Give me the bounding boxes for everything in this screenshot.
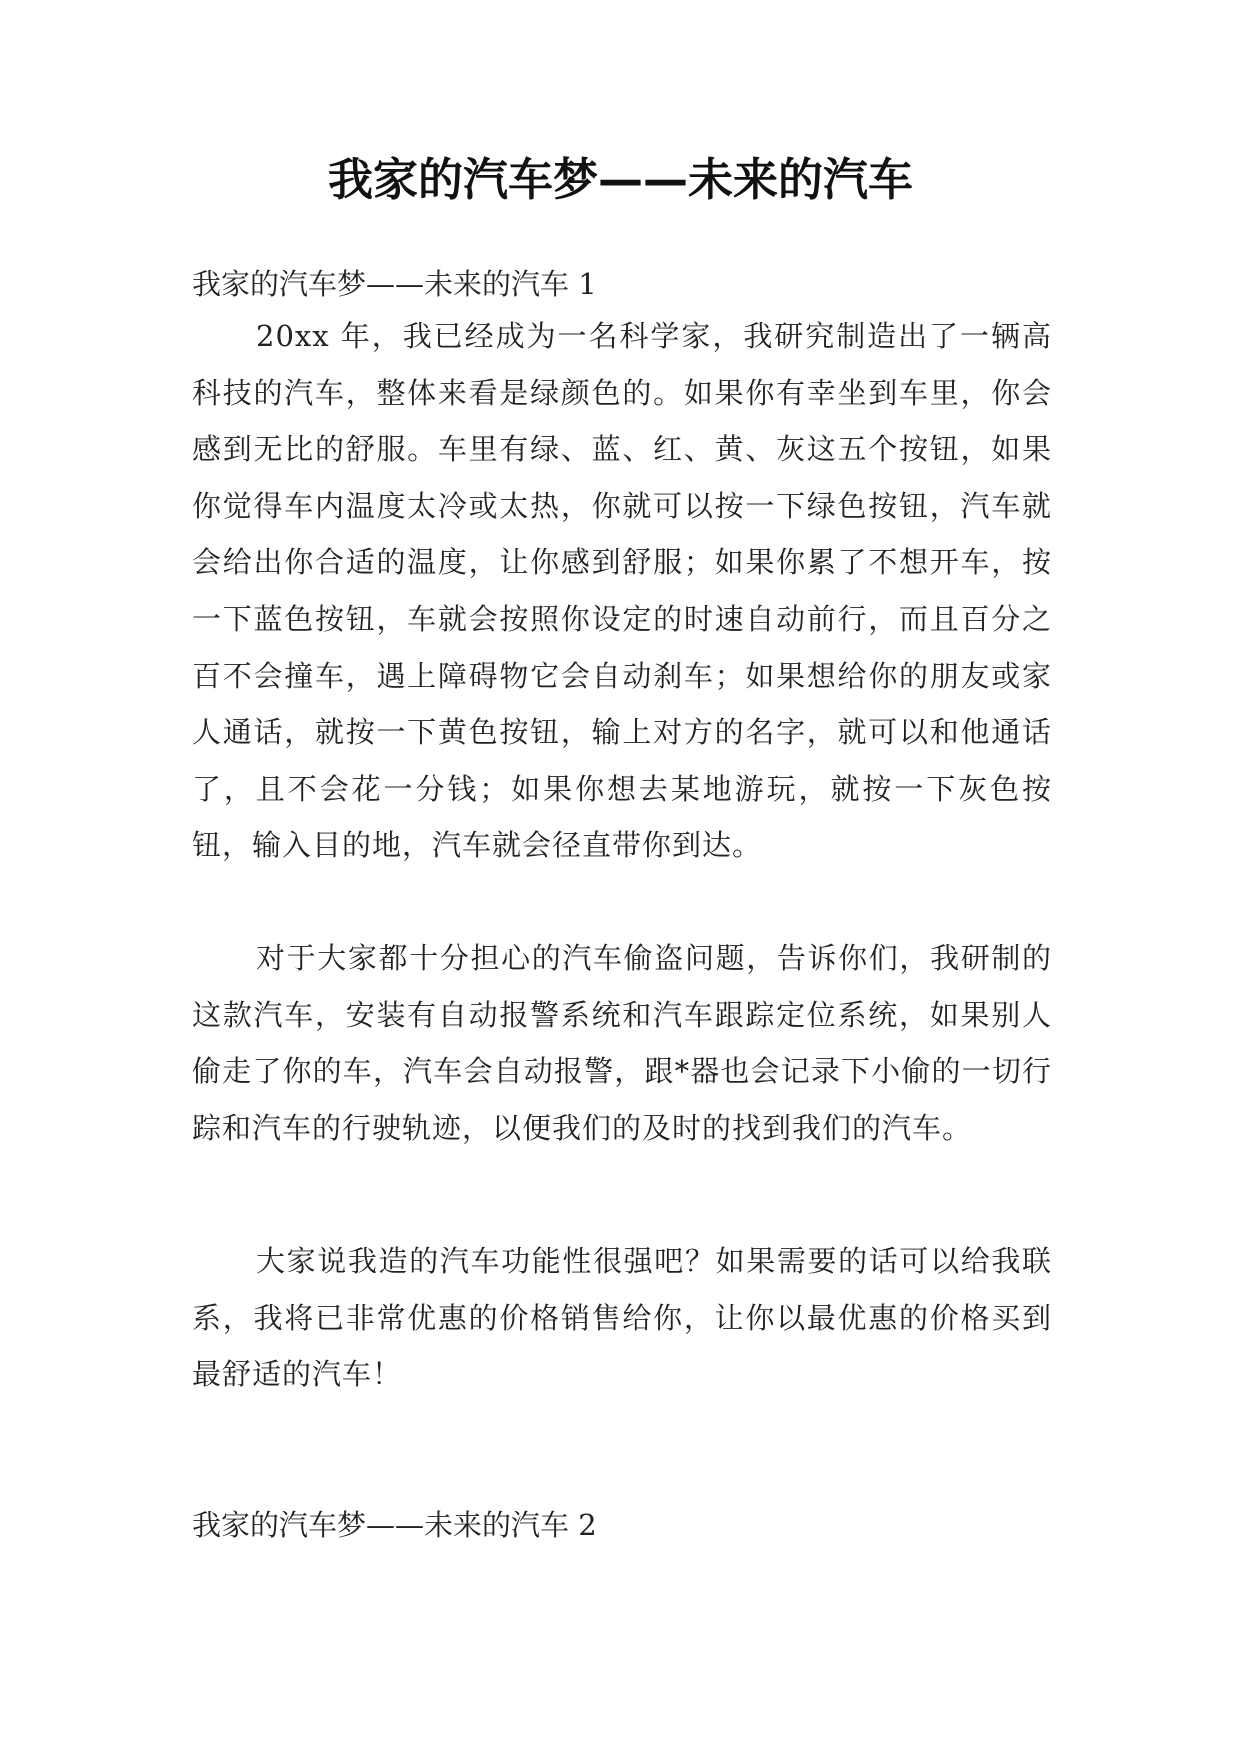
paragraph-3: 大家说我造的汽车功能性很强吧？如果需要的话可以给我联系，我将已非常优惠的价格销售给你，让你以最优惠的价格买到最舒适的汽车！	[192, 1244, 1052, 1392]
document-title: 我家的汽车梦——未来的汽车	[327, 153, 913, 206]
section-heading-2: 我家的汽车梦——未来的汽车 2	[192, 1508, 597, 1542]
section-heading-1: 我家的汽车梦——未来的汽车 1	[192, 267, 597, 301]
paragraph-2: 对于大家都十分担心的汽车偷盗问题，告诉你们，我研制的这款汽车，安装有自动报警系统和汽车跟踪定位系统，如果别人偷走了你的车，汽车会自动报警，跟*器也会记录下小偷的一切行踪和汽车的行驶轨迹，以便我们的及时的找到我们的汽车。	[192, 941, 1052, 1145]
paragraph-1: 20xx 年，我已经成为一名科学家，我研究制造出了一辆高科技的汽车，整体来看是绿颜色的。如果你有幸坐到车里，你会感到无比的舒服。车里有绿、蓝、红、黄、灰这五个按钮，如果你觉得车内温度太冷或太热，你就可以按一下绿色按钮，汽车就会给出你合适的温度，让你感到舒服；如果你累了不想开车，按一下蓝色按钮，车就会按照你设定的时速自动前行，而且百分之百不会撞车，遇上障碍物它会自动刹车；如果想给你的朋友或家人通话，就按一下黄色按钮，输上对方的名字，就可以和他通话了，且不会花一分钱；如果你想去某地游玩，就按一下灰色按钮，输入目的地，汽车就会径直带你到达。	[192, 319, 1052, 863]
